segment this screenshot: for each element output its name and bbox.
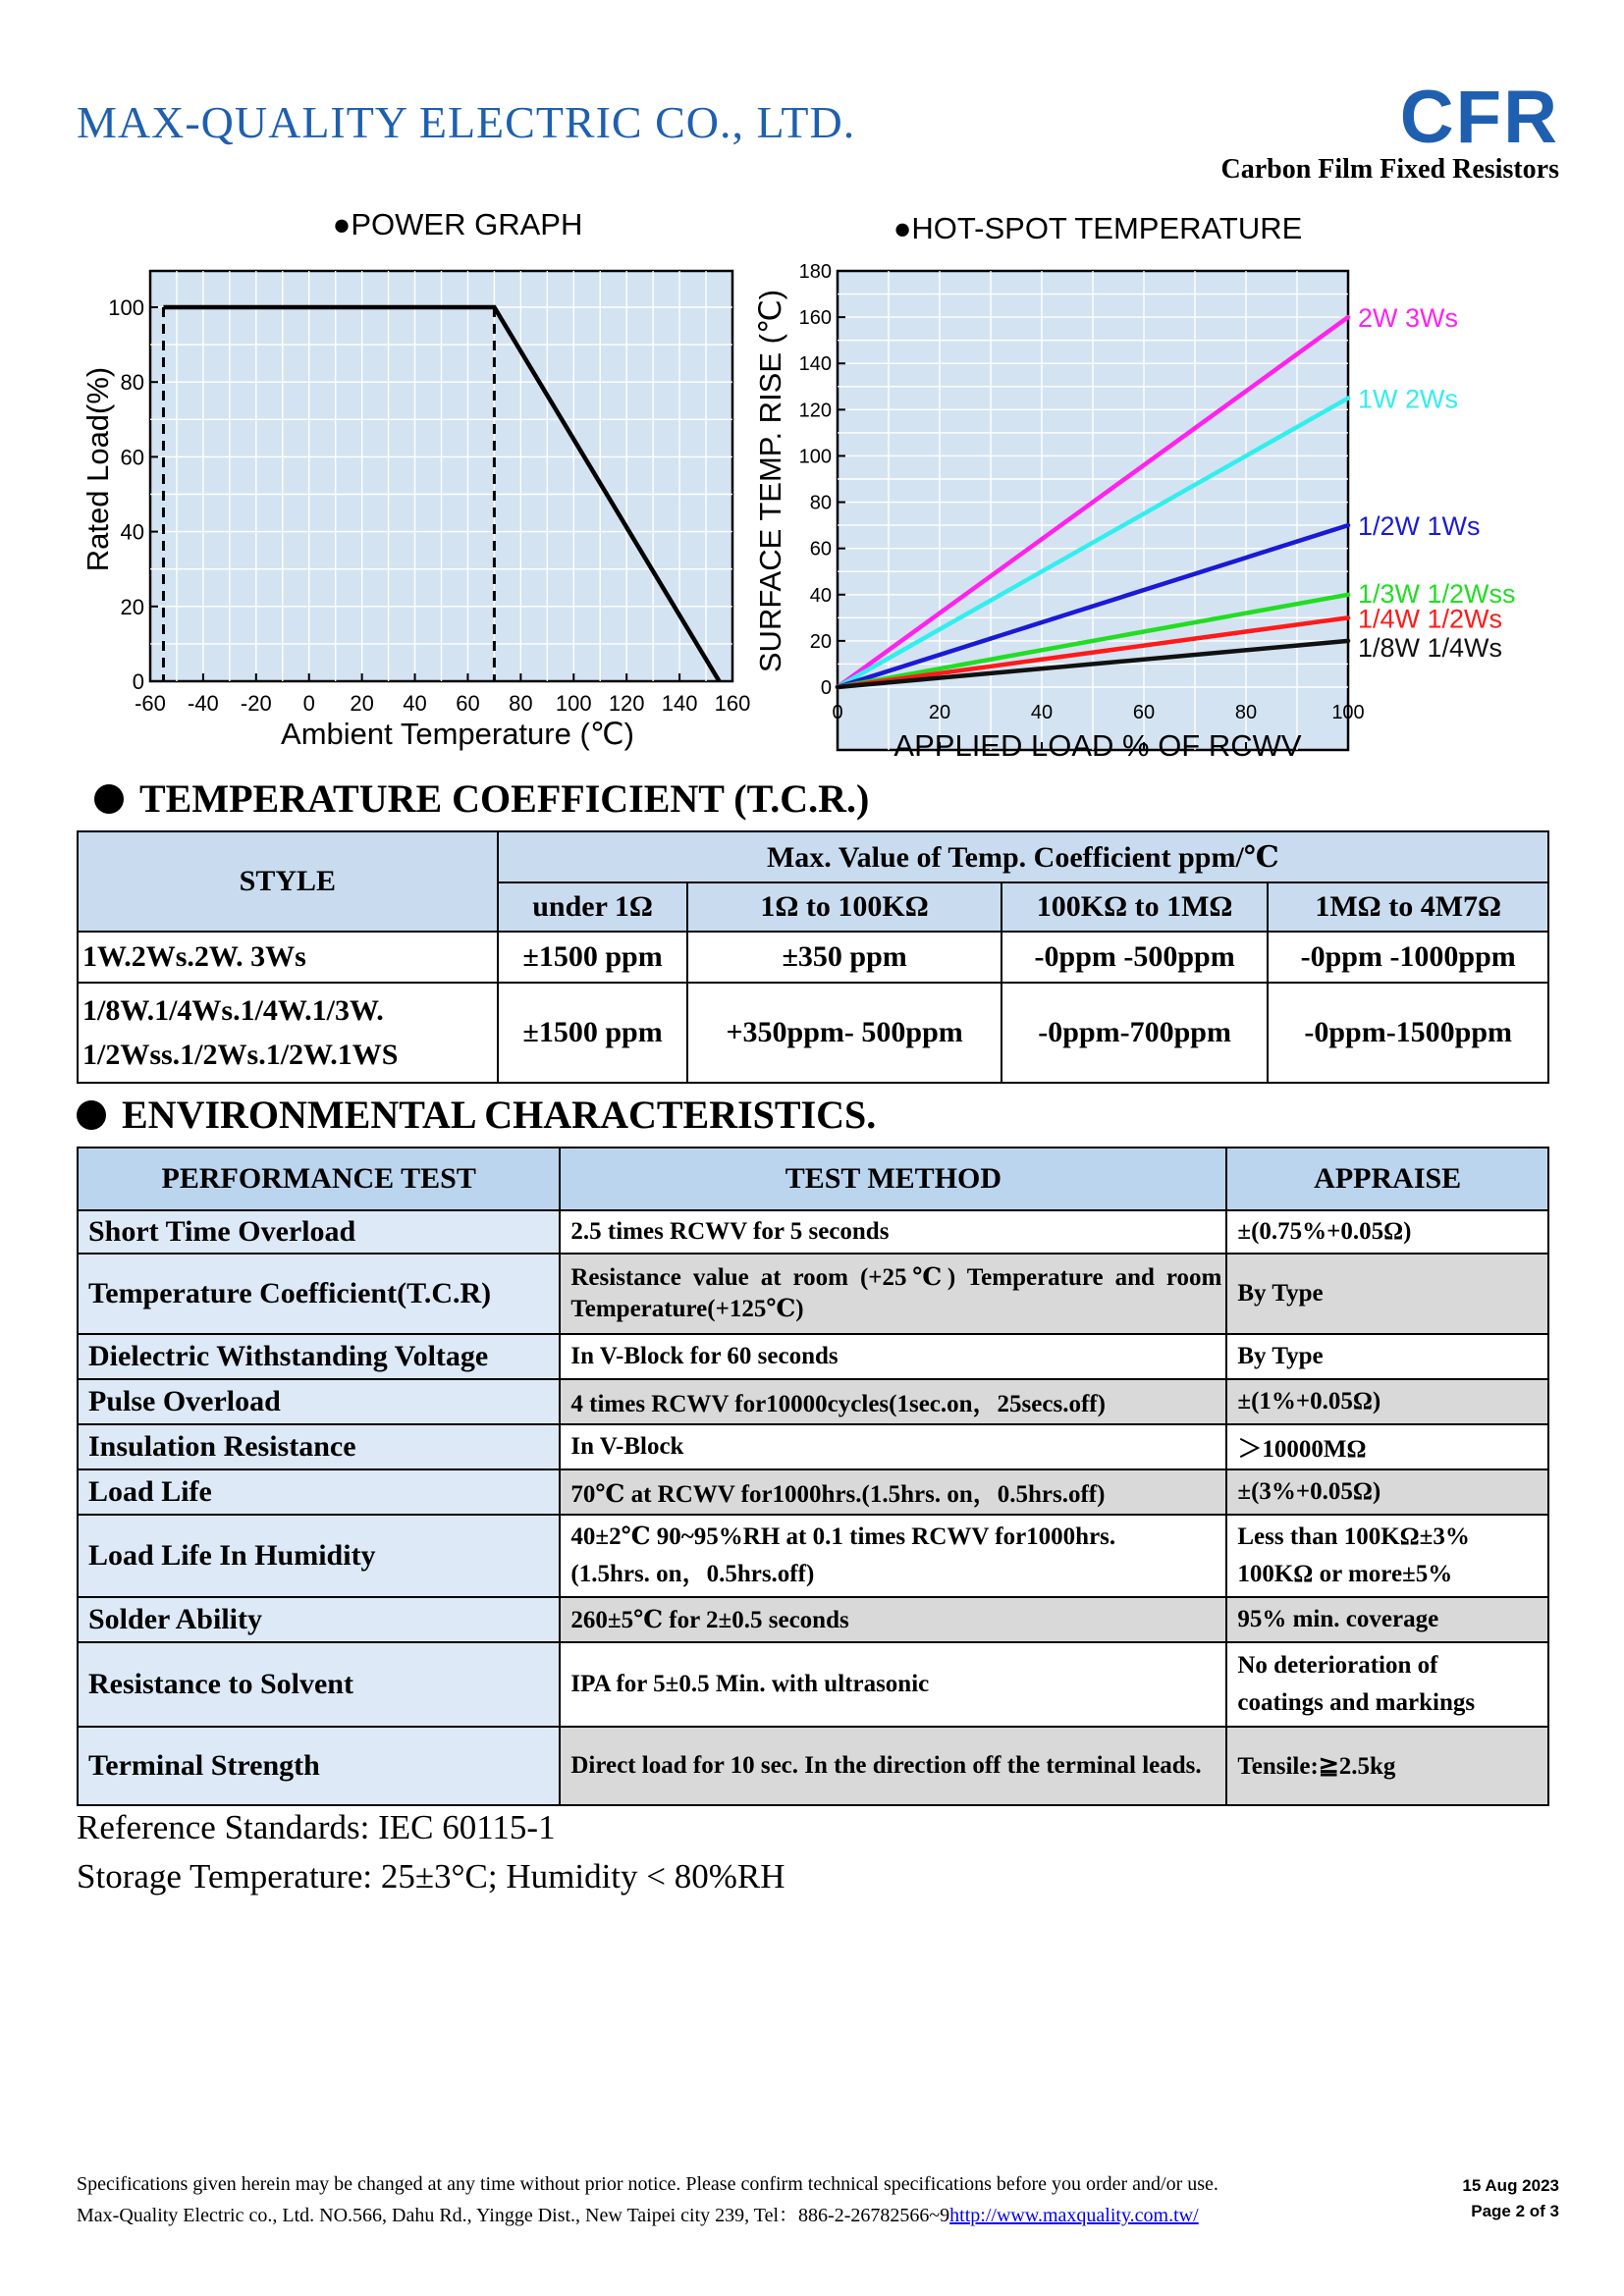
power-y-tick-label: 80: [120, 370, 144, 396]
table-row: [78, 1379, 1548, 1424]
tcr-max-header: Max. Value of Temp. Coefficient ppm/℃: [498, 831, 1548, 882]
website-link[interactable]: http://www.maxquality.com.tw/: [949, 2205, 1199, 2226]
hot-spot-graph: [753, 211, 1516, 763]
hotspot-y-tick-label: 180: [798, 261, 832, 283]
env-table: [77, 1147, 1549, 1806]
tcr-style-cell: [78, 932, 498, 983]
hotspot-x-tick-label: 40: [1030, 702, 1054, 723]
tcr-heading-text: TEMPERATURE COEFFICIENT (T.C.R.): [139, 776, 870, 821]
tcr-range-header: 1MΩ to 4M7Ω: [1268, 882, 1548, 932]
table-row: [78, 1597, 1548, 1642]
cfr-logo: CFR: [1399, 76, 1559, 159]
hotspot-series-label: 1/8W 1/4Ws: [1358, 632, 1503, 663]
hot-spot-xlabel: APPLIED LOAD % OF RCWV: [893, 728, 1302, 763]
tcr-value-cell: -0ppm -1000ppm: [1268, 932, 1548, 983]
hotspot-y-tick-label: 80: [809, 492, 832, 514]
power-graph-title: ●POWER GRAPH: [332, 207, 583, 241]
footer-date: 15 Aug 2023: [1462, 2176, 1559, 2195]
hotspot-y-tick-label: 120: [798, 400, 832, 422]
hotspot-series-label: 1W 2Ws: [1358, 384, 1459, 414]
power-x-tick-label: 120: [608, 691, 645, 716]
hotspot-x-tick-label: 0: [832, 702, 843, 723]
product-subtitle: Carbon Film Fixed Resistors: [1220, 154, 1559, 185]
table-row: [78, 983, 1548, 1083]
table-row: [78, 1515, 1548, 1597]
table-row: [78, 1469, 1548, 1515]
hotspot-y-tick-label: 40: [809, 584, 832, 607]
tcr-style-line: 1W.2Ws.2W. 3Ws: [82, 940, 306, 973]
env-appraise-cell: ±(0.75%+0.05Ω): [1226, 1210, 1548, 1254]
hotspot-series-label: 2W 3Ws: [1358, 303, 1459, 334]
hotspot-y-tick-label: 140: [798, 353, 832, 376]
env-test-cell: Short Time Overload: [78, 1210, 560, 1254]
power-x-tick-label: 20: [350, 691, 374, 716]
table-row: [78, 932, 1548, 983]
env-appraise-cell: ±(3%+0.05Ω): [1226, 1469, 1548, 1515]
tcr-style-header: STYLE: [78, 831, 498, 932]
tcr-value-cell: -0ppm -500ppm: [1001, 932, 1269, 983]
hotspot-y-tick-label: 60: [809, 538, 832, 561]
hotspot-y-tick-label: 100: [798, 446, 832, 468]
env-appraise-line: 100KΩ or more±5%: [1237, 1561, 1453, 1587]
power-x-tick-label: -60: [135, 691, 166, 716]
hotspot-x-tick-label: 20: [928, 702, 951, 723]
hotspot-x-tick-label: 100: [1331, 702, 1365, 723]
env-appraise-cell: ±(1%+0.05Ω): [1226, 1379, 1548, 1424]
env-method-cell: Direct load for 10 sec. In the direction off the terminal leads.: [560, 1727, 1226, 1805]
env-test-cell: Terminal Strength: [78, 1727, 560, 1805]
table-row: [78, 1642, 1548, 1727]
env-header-method: TEST METHOD: [560, 1148, 1226, 1210]
tcr-style-cell: [78, 983, 498, 1083]
hotspot-y-tick-label: 0: [820, 677, 832, 699]
footer-disclaimer: Specifications given herein may be changed at any time without prior notice. Please confirm technical specifications before you order and/or use.: [77, 2173, 1218, 2195]
power-x-tick-label: 160: [714, 691, 751, 716]
table-row: [78, 1727, 1548, 1805]
env-method-cell: [560, 1515, 1226, 1597]
storage-temperature: Storage Temperature: 25±3°C; Humidity < 80%RH: [77, 1857, 785, 1896]
env-appraise-cell: By Type: [1226, 1334, 1548, 1379]
env-appraise-cell: [1226, 1515, 1548, 1597]
tcr-value-cell: ±1500 ppm: [498, 983, 688, 1083]
hotspot-series-label: 1/2W 1Ws: [1358, 511, 1481, 542]
table-row: [78, 1210, 1548, 1254]
company-name: MAX-QUALITY ELECTRIC CO., LTD.: [77, 97, 856, 147]
tcr-range-header: under 1Ω: [498, 882, 688, 932]
env-method-cell: 70℃ at RCWV for1000hrs.(1.5hrs. on，0.5hrs.off): [560, 1469, 1226, 1515]
power-x-tick-label: 40: [403, 691, 427, 716]
hotspot-series-label: 1/4W 1/2Ws: [1358, 604, 1503, 634]
env-appraise-line: No deterioration of: [1237, 1652, 1438, 1679]
env-appraise-cell: [1226, 1642, 1548, 1727]
power-x-tick-label: 80: [509, 691, 533, 716]
env-method-line: 40±2℃ 90~95%RH at 0.1 times RCWV for1000hrs.: [570, 1523, 1116, 1550]
power-y-tick-label: 0: [132, 669, 144, 694]
env-appraise-line: Less than 100KΩ±3%: [1237, 1523, 1470, 1550]
power-graph-ylabel: Rated Load(%): [81, 366, 115, 572]
table-row: [78, 1254, 1548, 1334]
tcr-value-cell: ±1500 ppm: [498, 932, 688, 983]
env-heading: [77, 1092, 876, 1138]
tcr-value-cell: +350ppm- 500ppm: [687, 983, 1001, 1083]
env-appraise-cell: ＞10000MΩ: [1226, 1424, 1548, 1469]
env-method-cell: 2.5 times RCWV for 5 seconds: [560, 1210, 1226, 1254]
tcr-table: [77, 830, 1549, 1084]
power-graph: [81, 207, 750, 751]
hotspot-series-label: 1/3W 1/2Wss: [1358, 578, 1516, 609]
table-row: [78, 1334, 1548, 1379]
tcr-value-cell: -0ppm-1500ppm: [1268, 983, 1548, 1083]
power-graph-xlabel: Ambient Temperature (℃): [281, 717, 634, 751]
footer-page-number: Page 2 of 3: [1471, 2202, 1559, 2220]
env-header-appraise: APPRAISE: [1226, 1148, 1548, 1210]
env-test-cell: Solder Ability: [78, 1597, 560, 1642]
env-header-test: PERFORMANCE TEST: [78, 1148, 560, 1210]
hotspot-y-tick-label: 160: [798, 307, 832, 330]
tcr-range-header: 100KΩ to 1MΩ: [1001, 882, 1269, 932]
env-test-cell: Temperature Coefficient(T.C.R): [78, 1254, 560, 1334]
footer-address: [77, 2199, 1199, 2227]
env-test-cell: Resistance to Solvent: [78, 1642, 560, 1727]
power-x-tick-label: 100: [555, 691, 592, 716]
tcr-value-cell: ±350 ppm: [687, 932, 1001, 983]
env-test-cell: Load Life: [78, 1469, 560, 1515]
env-appraise-cell: Tensile:≧2.5kg: [1226, 1727, 1548, 1805]
power-x-tick-label: 140: [661, 691, 698, 716]
env-appraise-line: coatings and markings: [1237, 1689, 1476, 1716]
env-test-cell: Load Life In Humidity: [78, 1515, 560, 1597]
table-row: [78, 1424, 1548, 1469]
power-x-tick-label: 60: [456, 691, 480, 716]
bullet-icon: [77, 1100, 106, 1130]
power-y-tick-label: 100: [108, 295, 144, 320]
tcr-style-line: 1/8W.1/4Ws.1/4W.1/3W.: [82, 994, 384, 1027]
env-appraise-cell: 95% min. coverage: [1226, 1597, 1548, 1642]
env-test-cell: Dielectric Withstanding Voltage: [78, 1334, 560, 1379]
env-method-cell: IPA for 5±0.5 Min. with ultrasonic: [560, 1642, 1226, 1727]
reference-standards: Reference Standards: IEC 60115-1: [77, 1808, 556, 1846]
env-method-cell: Resistance value at room (+25℃) Temperature and room Temperature(+125℃): [560, 1254, 1226, 1334]
power-y-tick-label: 20: [120, 594, 144, 619]
env-test-cell: Insulation Resistance: [78, 1424, 560, 1469]
env-method-cell: In V-Block for 60 seconds: [560, 1334, 1226, 1379]
power-x-tick-label: -20: [240, 691, 272, 716]
tcr-range-header: 1Ω to 100KΩ: [687, 882, 1001, 932]
env-test-cell: Pulse Overload: [78, 1379, 560, 1424]
tcr-value-cell: -0ppm-700ppm: [1001, 983, 1269, 1083]
bullet-icon: [94, 784, 124, 814]
env-method-cell: In V-Block: [560, 1424, 1226, 1469]
power-y-tick-label: 60: [120, 445, 144, 470]
power-y-tick-label: 40: [120, 519, 144, 545]
env-appraise-cell: By Type: [1226, 1254, 1548, 1334]
env-method-cell: 4 times RCWV for10000cycles(1sec.on，25secs.off): [560, 1379, 1226, 1424]
env-heading-text: ENVIRONMENTAL CHARACTERISTICS.: [122, 1093, 877, 1137]
footer-address-text: Max-Quality Electric co., Ltd. NO.566, Dahu Rd., Yingge Dist., New Taipei city 239, Tel：886-2-26782566~9: [77, 2205, 950, 2226]
hotspot-x-tick-label: 60: [1132, 702, 1156, 723]
power-x-tick-label: -40: [188, 691, 219, 716]
env-method-cell: 260±5℃ for 2±0.5 seconds: [560, 1597, 1226, 1642]
charts-area: [0, 206, 1624, 775]
tcr-heading: [94, 775, 869, 822]
hot-spot-ylabel: SURFACE TEMP. RISE (℃): [753, 289, 787, 673]
env-method-line: (1.5hrs. on，0.5hrs.off): [570, 1561, 815, 1587]
hotspot-y-tick-label: 20: [809, 630, 832, 653]
hot-spot-title: ●HOT-SPOT TEMPERATURE: [893, 211, 1303, 245]
hotspot-x-tick-label: 80: [1234, 702, 1258, 723]
power-x-tick-label: 0: [302, 691, 315, 716]
tcr-style-line: 1/2Wss.1/2Ws.1/2W.1WS: [82, 1039, 399, 1071]
